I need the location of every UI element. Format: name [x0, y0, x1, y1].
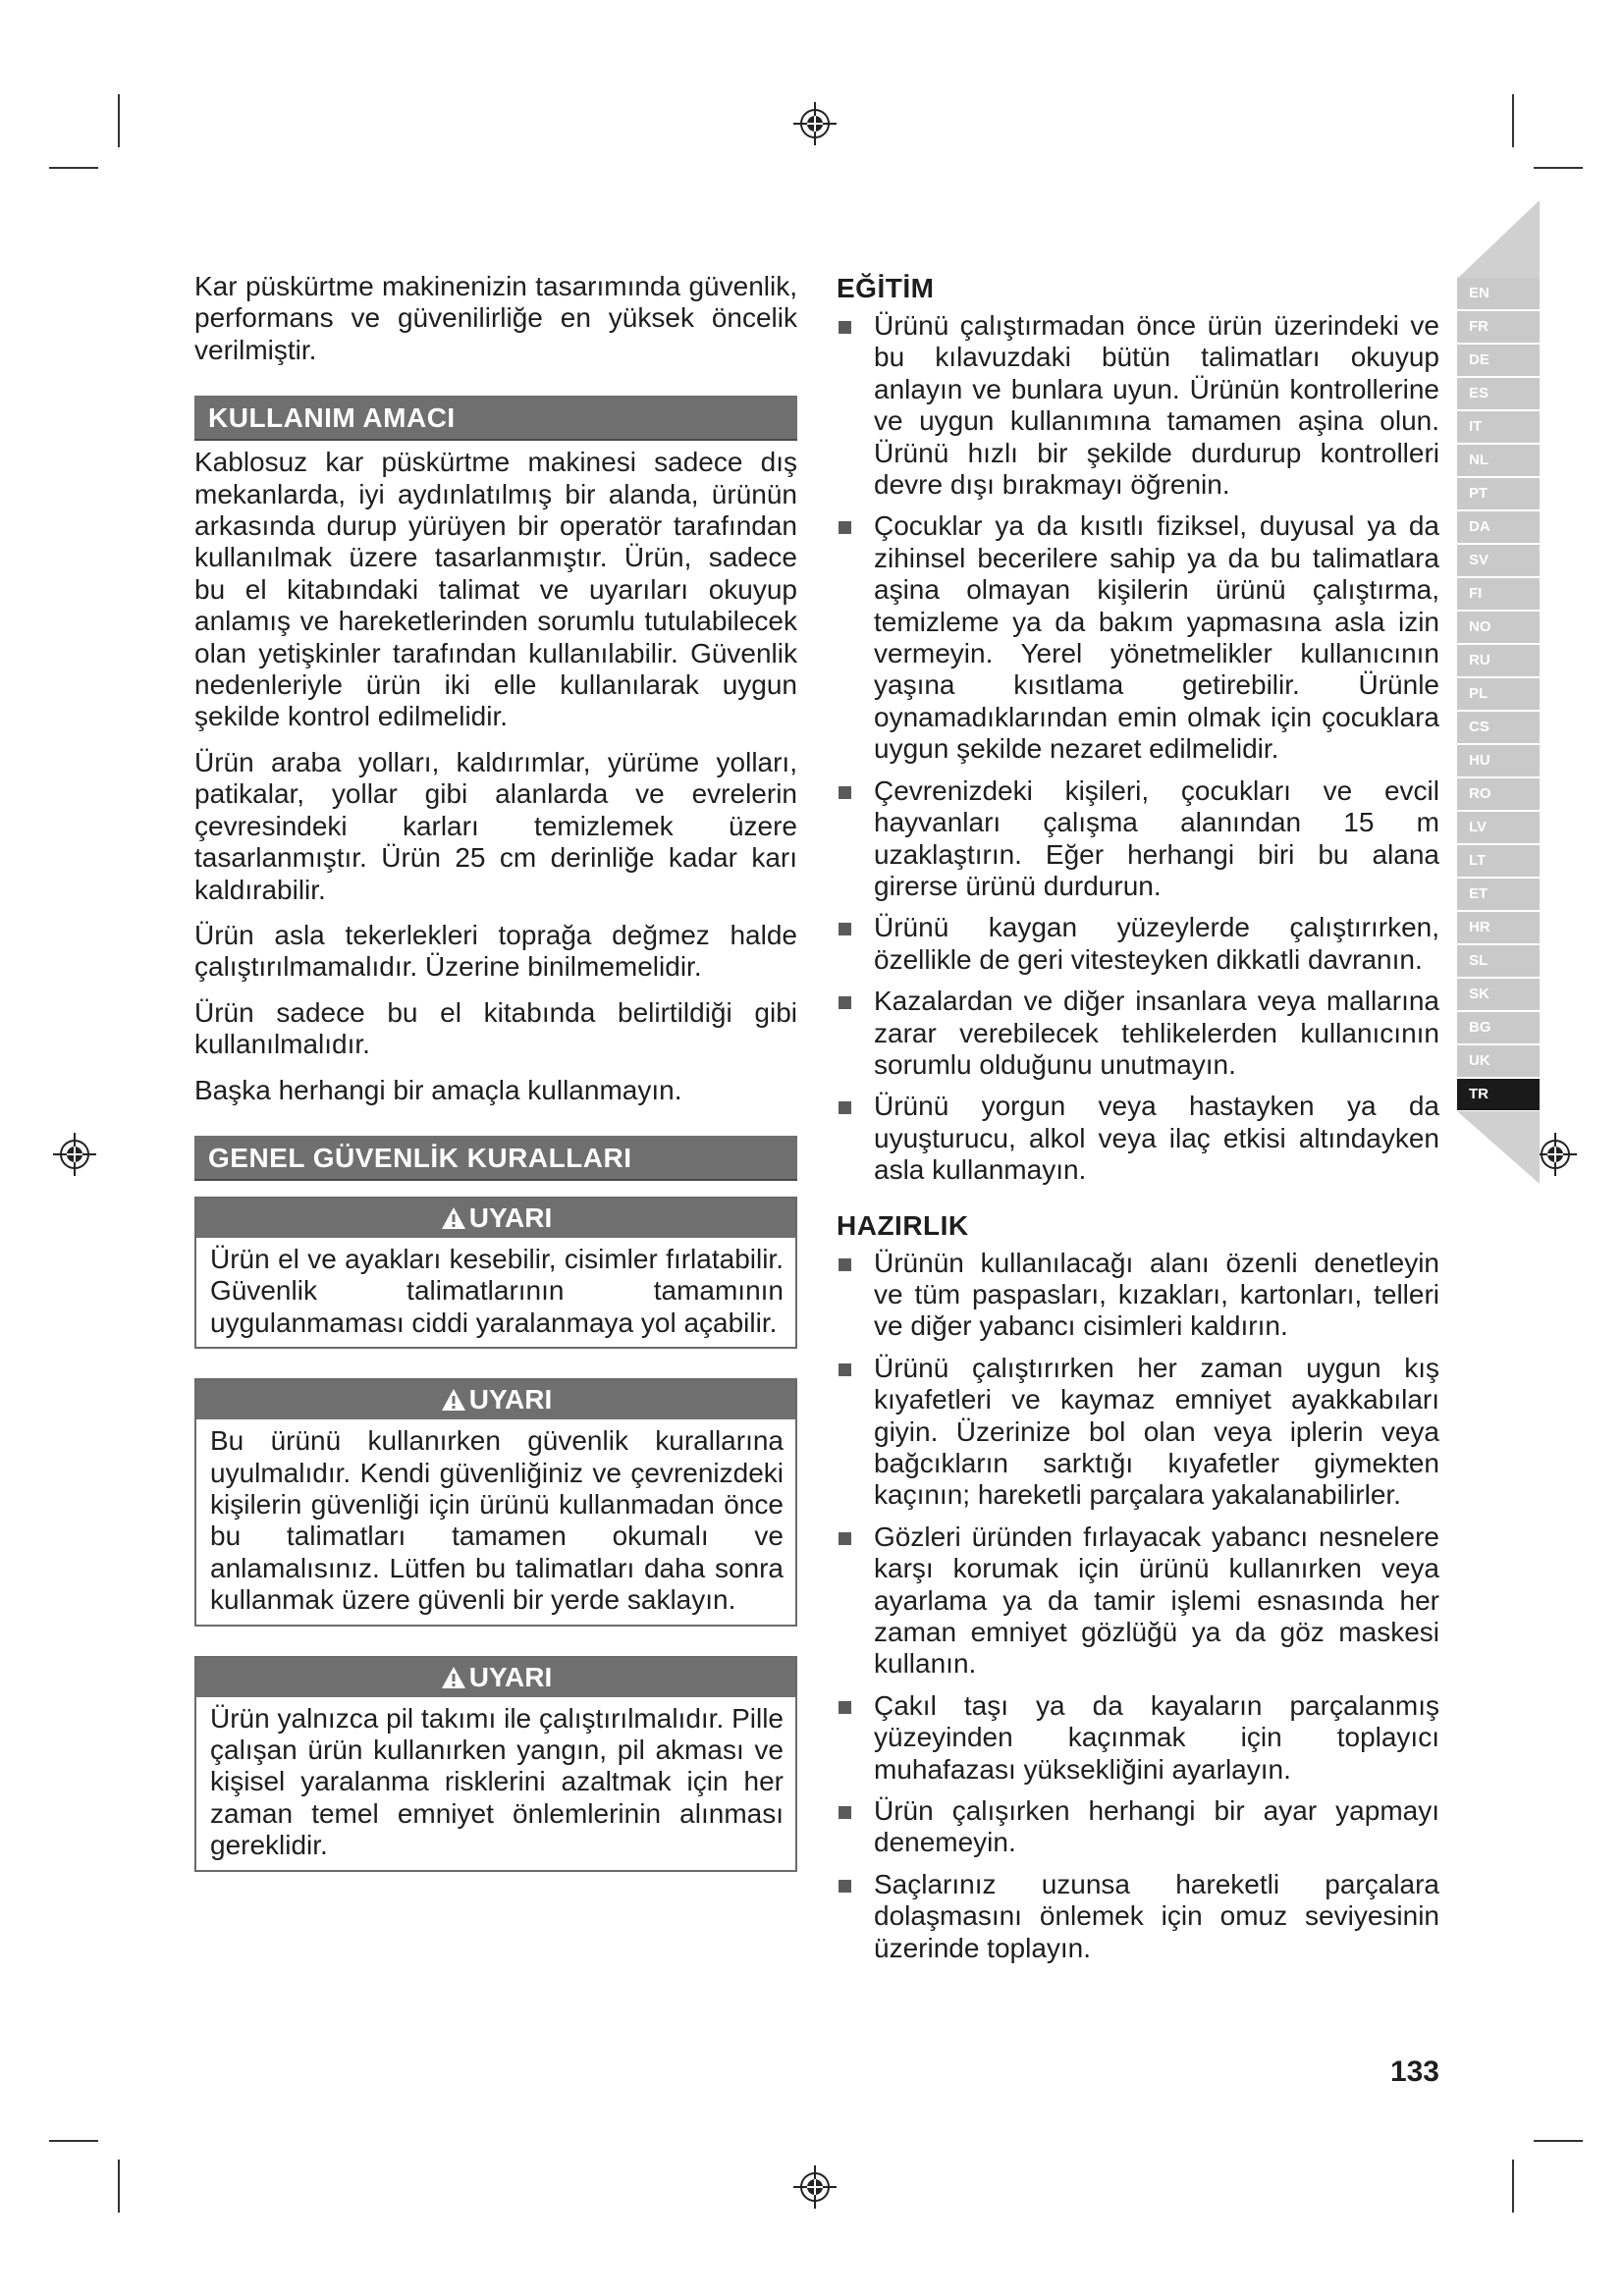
- language-tab[interactable]: NO: [1457, 612, 1540, 643]
- language-tab[interactable]: PT: [1457, 478, 1540, 509]
- training-item: Ürünü çalıştırmadan önce ürün üzerindeki ve bu kılavuzdaki bütün talimatları okuyup anlayın ve bunlara uyun. Ürünün kontrollerine ve uygun kullanımına tamamen aşina olun. Ürünü hızlı bir şekilde durdurup kontrolleri devre dışı bırakmayı öğrenin.: [837, 310, 1439, 501]
- training-heading: EĞİTİM: [837, 273, 935, 303]
- registration-mark-icon: [53, 1133, 96, 1176]
- intended-use-paragraph: Ürün asla tekerlekleri toprağa değmez halde çalıştırılmamalıdır. Üzerine binilmemelidir.: [194, 919, 797, 983]
- warning-box: [194, 1378, 797, 1626]
- training-item: Ürünü yorgun veya hastayken ya da uyuşturucu, alkol veya ilaç etkisi altındayken asla kullanmayın.: [837, 1091, 1439, 1186]
- registration-mark-icon: [793, 2165, 837, 2209]
- language-tab[interactable]: LT: [1457, 845, 1540, 877]
- language-tab[interactable]: DA: [1457, 511, 1540, 543]
- intended-use-paragraph: Ürün araba yolları, kaldırımlar, yürüme yolları, patikalar, yollar gibi alanlarda ve evrelerin çevresindeki karları temizlemek üzere tasarlanmıştır. Ürün 25 cm derinliğe kadar karı kaldırabilir.: [194, 746, 797, 905]
- warning-text: Ürün yalnızca pil takımı ile çalıştırılmalıdır. Pille çalışan ürün kullanırken yangın, pil akması ve kişisel yaralanma risklerini azaltmak için her zaman temel emniyet önlemlerinin alınması gereklidir.: [210, 1702, 784, 1861]
- crop-mark: [118, 2160, 120, 2213]
- language-tab[interactable]: FI: [1457, 578, 1540, 610]
- training-item: Çevrenizdeki kişileri, çocukları ve evcil hayvanları çalışma alanından 15 m uzaklaştırın. Eğer herhangi biri bu alana girerse ürünü durdurun.: [837, 775, 1439, 903]
- language-tab[interactable]: LV: [1457, 812, 1540, 843]
- language-tab[interactable]: DE: [1457, 345, 1540, 376]
- language-tab[interactable]: SK: [1457, 979, 1540, 1010]
- warning-text: Ürün el ve ayakları kesebilir, cisimler fırlatabilir. Güvenlik talimatlarının tamamının uygulanmaması ciddi yaralanmaya yol açabilir.: [210, 1243, 784, 1338]
- language-tab[interactable]: UK: [1457, 1045, 1540, 1077]
- preparation-item: Ürün çalışırken herhangi bir ayar yapmayı denemeyin.: [837, 1795, 1439, 1859]
- language-tab[interactable]: ET: [1457, 879, 1540, 910]
- language-tab[interactable]: HU: [1457, 745, 1540, 776]
- language-tab[interactable]: SL: [1457, 945, 1540, 977]
- language-tab[interactable]: BG: [1457, 1012, 1540, 1043]
- crop-mark: [118, 94, 120, 147]
- preparation-item: Gözleri üründen fırlayacak yabancı nesnelere karşı korumak için ürünü kullanırken veya ayarlama ya da tamir işlemi esnasında her zaman emniyet gözlüğü ya da göz maskesi kullanın.: [837, 1522, 1439, 1681]
- language-tab[interactable]: EN: [1457, 278, 1540, 309]
- language-tab[interactable]: SV: [1457, 545, 1540, 576]
- crop-mark: [1512, 94, 1514, 147]
- language-tab[interactable]: FR: [1457, 311, 1540, 343]
- warning-box: [194, 1197, 797, 1349]
- intended-use-paragraph: Ürün sadece bu el kitabında belirtildiği gibi kullanılmalıdır.: [194, 996, 797, 1060]
- preparation-item: Saçlarınız uzunsa hareketli parçalara dolaşmasını önlemek için omuz seviyesinin üzerinde toplayın.: [837, 1869, 1439, 1964]
- left-column: [194, 271, 797, 1901]
- language-tab[interactable]: RO: [1457, 778, 1540, 810]
- warning-triangle-icon: [440, 1387, 467, 1413]
- crop-mark: [1512, 2160, 1514, 2213]
- language-tab[interactable]: PL: [1457, 678, 1540, 710]
- language-tab[interactable]: IT: [1457, 411, 1540, 443]
- page-number: 133: [1389, 2056, 1439, 2088]
- registration-mark-icon: [793, 102, 837, 145]
- warning-label: UYARI: [468, 1201, 553, 1233]
- warning-label: UYARI: [468, 1384, 553, 1415]
- training-item: Çocuklar ya da kısıtlı fiziksel, duyusal ya da zihinsel becerilere sahip ya da bu talimatlara aşina olmayan kişilerin ürünü çalıştırma, temizleme ya da bakım yapmasına asla izin vermeyin. Yerel yönetmelikler kullanıcının yaşına kısıtlama getirebilir. Ürünle oynamadıklarından emin olmak için çocuklara uygun şekilde nezaret edilmelidir.: [837, 510, 1439, 765]
- language-tab[interactable]: CS: [1457, 712, 1540, 743]
- crop-mark: [49, 2140, 98, 2142]
- right-column: [837, 271, 1439, 1974]
- language-tab[interactable]: HR: [1457, 912, 1540, 943]
- language-tab-top-triangle: [1455, 200, 1540, 279]
- training-item: Kazalardan ve diğer insanlara veya mallarına zarar verebilecek tehlikelerden kullanıcının sorumlu olduğunu unutmayın.: [837, 986, 1439, 1081]
- warning-label: UYARI: [468, 1661, 553, 1692]
- crop-mark: [49, 167, 98, 169]
- crop-mark: [1534, 167, 1583, 169]
- warning-header: [196, 1658, 795, 1697]
- crop-mark: [1534, 2140, 1583, 2142]
- warning-text: Bu ürünü kullanırken güvenlik kurallarına uyulmalıdır. Kendi güvenliğiniz ve çevrenizdeki kişilerin güvenliği için ürünü kullanmadan önce bu talimatları tamamen okumalı ve anlamalısınız. Lütfen bu talimatları daha sonra kullanmak üzere güvenli bir yerde saklayın.: [210, 1425, 784, 1616]
- warning-header: [196, 1380, 795, 1419]
- language-tab-list: [1457, 278, 1540, 1112]
- language-tab[interactable]: NL: [1457, 445, 1540, 476]
- training-item: Ürünü kaygan yüzeylerde çalıştırırken, özellikle de geri vitesteyken dikkatli davranın.: [837, 912, 1439, 976]
- preparation-item: Ürünü çalıştırırken her zaman uygun kış kıyafetleri ve kaymaz emniyet ayakkabıları giyin. Üzerinize bol olan veya iplerin veya bağcıkların sarktığı kıyafetler giymekten kaçının; hareketli parçalara yakalanabilirler.: [837, 1353, 1439, 1512]
- warning-triangle-icon: [440, 1205, 467, 1231]
- preparation-item: Çakıl taşı ya da kayaların parçalanmış yüzeyinden kaçınmak için toplayıcı muhafazası yüksekliğini ayarlayın.: [837, 1690, 1439, 1786]
- section-heading-general-safety: GENEL GÜVENLİK KURALLARI: [194, 1136, 797, 1181]
- preparation-item: Ürünün kullanılacağı alanı özenli denetleyin ve tüm paspasları, kızakları, kartonları, telleri ve diğer yabancı cisimleri kaldırın.: [837, 1248, 1439, 1343]
- language-tab-bottom-triangle: [1455, 1111, 1540, 1184]
- warning-triangle-icon: [440, 1665, 467, 1690]
- intro-paragraph: Kar püskürtme makinenizin tasarımında güvenlik, performans ve güvenilirliğe en yüksek öncelik verilmiştir.: [194, 271, 797, 365]
- warning-box: [194, 1656, 797, 1872]
- language-tab[interactable]: ES: [1457, 378, 1540, 409]
- section-heading-intended-use: KULLANIM AMACI: [194, 396, 797, 441]
- registration-mark-icon: [1534, 1133, 1577, 1176]
- warning-header: [196, 1199, 795, 1238]
- language-tab[interactable]: RU: [1457, 645, 1540, 676]
- intended-use-paragraph: Kablosuz kar püskürtme makinesi sadece dış mekanlarda, iyi aydınlatılmış bir alanda, ürünün arkasında durup yürüyen bir operatör tarafından kullanılmak üzere tasarlanmıştır. Ürün, sadece bu el kitabındaki talimat ve uyarıları okuyup anlamış ve hareketlerinden sorumlu tutulabilecek olan yetişkinler tarafından kullanılabilir. Güvenlik nedenleriyle ürün iki elle kullanılarak uygun şekilde kontrol edilmelidir.: [194, 447, 797, 732]
- language-tab-active[interactable]: TR: [1457, 1079, 1540, 1110]
- preparation-heading: HAZIRLIK: [837, 1209, 969, 1241]
- intended-use-paragraph: Başka herhangi bir amaçla kullanmayın.: [194, 1074, 682, 1105]
